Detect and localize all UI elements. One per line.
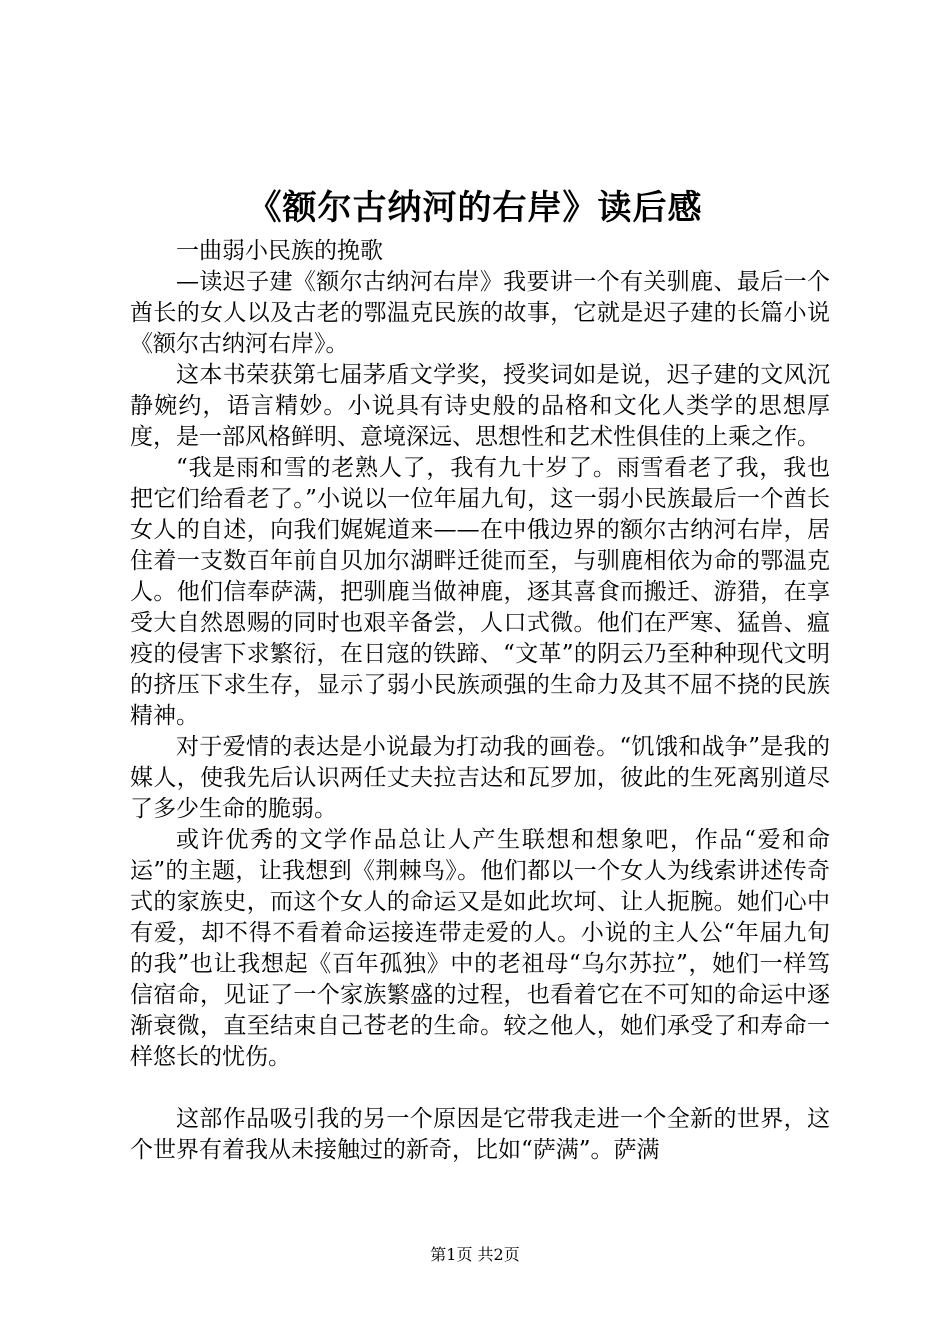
blank-line <box>130 1073 830 1104</box>
body-paragraph: 对于爱情的表达是小说最为打动我的画卷。“饥饿和战争”是我的媒人，使我先后认识两任丈夫拉吉达和瓦罗加，彼此的生死离别道尽了多少生命的脆弱。 <box>130 734 830 822</box>
body-paragraph: “我是雨和雪的老熟人了，我有九十岁了。雨雪看老了我，我也把它们给看老了。”小说以一位年届九旬，这一弱小民族最后一个酋长女人的自述，向我们娓娓道来——在中俄边界的额尔古纳河右岸，居住着一支数百年前自贝加尔湖畔迁徙而至，与驯鹿相依为命的鄂温克人。他们信奉萨满，把驯鹿当做神鹿，逐其喜食而搬迁、游猎，在享受大自然恩赐的同时也艰辛备尝，人口式微。他们在严寒、猛兽、瘟疫的侵害下求繁衍，在日寇的铁蹄、“文革”的阴云乃至种种现代文明的挤压下求生存，显示了弱小民族顽强的生命力及其不屈不挠的民族精神。 <box>130 455 830 729</box>
body-paragraph: 这本书荣获第七届茅盾文学奖，授奖词如是说，迟子建的文风沉静婉约，语言精妙。小说具有诗史般的品格和文化人类学的思想厚度，是一部风格鲜明、意境深远、思想性和艺术性俱佳的上乘之作。 <box>130 362 830 450</box>
subtitle-paragraph: 一曲弱小民族的挽歌 <box>176 238 383 264</box>
body-paragraph: 或许优秀的文学作品总让人产生联想和想象吧，作品“爱和命运”的主题，让我想到《荆棘鸟》。他们都以一个女人为线索讲述传奇式的家族史，而这个女人的命运又是如此坎坷、让人扼腕。她们心中有爱，却不得不看着命运接连带走爱的人。小说的主人公“年届九旬的我”也让我想起《百年孤独》中的老祖母“乌尔苏拉”，她们一样笃信宿命，见证了一个家族繁盛的过程，也看着它在不可知的命运中逐渐衰微，直至结束自己苍老的生命。较之他人，她们承受了和寿命一样悠长的忧伤。 <box>130 827 830 1070</box>
document-body <box>130 236 830 1166</box>
body-paragraph: —读迟子建《额尔古纳河右岸》我要讲一个有关驯鹿、最后一个酋长的女人以及古老的鄂温克民族的故事，它就是迟子建的长篇小说《额尔古纳河右岸》。 <box>130 269 830 357</box>
document-title: 《额尔古纳河的右岸》读后感 <box>247 188 703 228</box>
page-number-footer: 第1页 共2页 <box>430 1245 520 1264</box>
body-paragraph: 这部作品吸引我的另一个原因是它带我走进一个全新的世界，这个世界有着我从未接触过的新奇，比如“萨满”。萨满 <box>130 1106 830 1163</box>
